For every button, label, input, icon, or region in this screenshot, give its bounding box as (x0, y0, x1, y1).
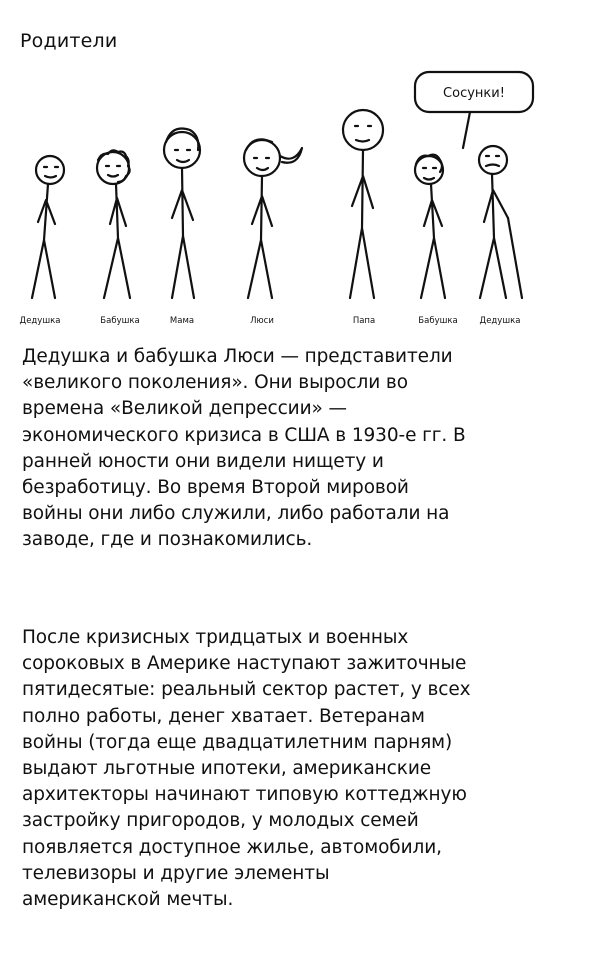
figure-label-grandma-right: Бабушка (418, 316, 458, 326)
figure-label-grandpa-left: Дедушка (19, 316, 61, 326)
stick-figures-illustration (0, 60, 607, 340)
figure-label-mom: Мама (169, 316, 195, 326)
figure-lucy (244, 139, 302, 298)
figure-grandma-right (415, 155, 445, 298)
figure-dad (343, 110, 383, 298)
figure-grandma-left (97, 150, 130, 298)
page-heading: Родители (20, 30, 118, 52)
figure-mom (164, 129, 200, 299)
figure-grandpa-right (479, 146, 522, 298)
figure-label-lucy: Люси (250, 316, 274, 326)
figure-label-dad: Папа (352, 316, 376, 326)
speech-bubble (415, 72, 533, 148)
paragraph-great-generation: Дедушка и бабушка Люси — представители «великого поколения». Они выросли во времена «Великой депрессии» — экономического кризиса в США в 1930-е гг. В ранней юности они видели нищету и безработицу. Во время Второй мировой войны они либо служили, либо работали на заводе, где и познакомились. (22, 346, 466, 551)
paragraph-postwar-prosperity: После кризисных тридцатых и военных сороковых в Америке наступают зажиточные пятидесятые: реальный сектор растет, у всех полно работы, денег хватает. Ветеранам войны (тогда еще двадцатилетним парням) выдают льготные ипотеки, американские архитекторы начинают типовую коттеджную застройку пригородов, у молодых семей появляется доступное жилье, автомобили, телевизоры и другие элементы американской мечты. (22, 627, 471, 911)
figure-grandpa-left (32, 156, 64, 298)
speech-bubble-text: Сосунки! (443, 86, 505, 101)
figure-label-grandma-left: Бабушка (100, 316, 140, 326)
figure-label-grandpa-right: Дедушка (479, 316, 521, 326)
